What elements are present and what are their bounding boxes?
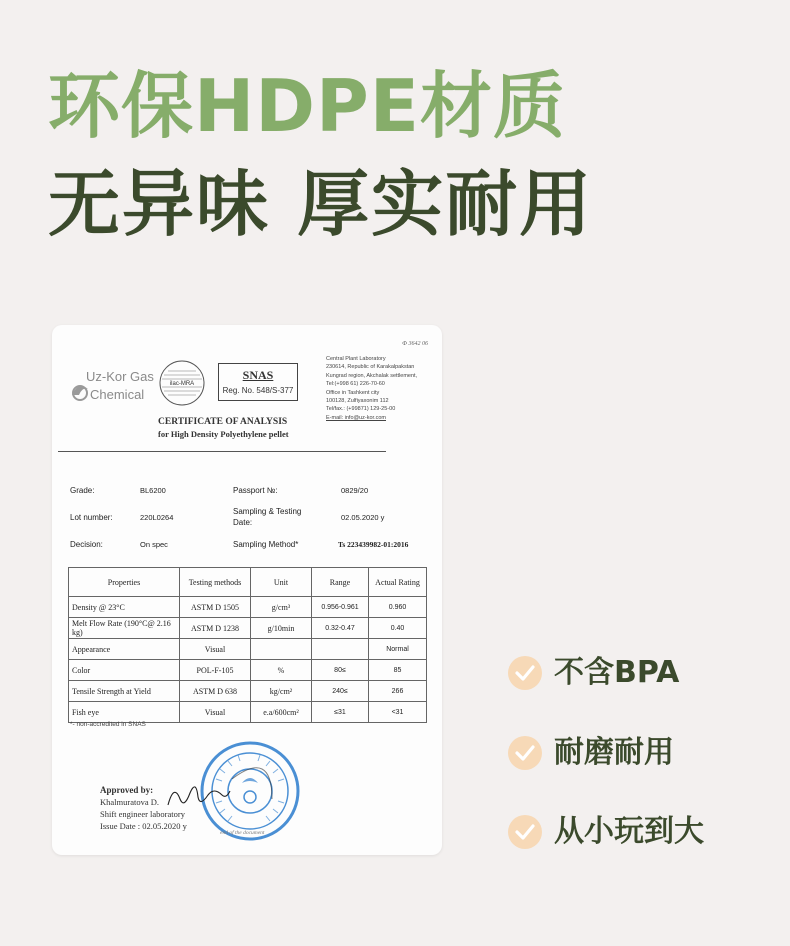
snas-title: SNAS [242,368,274,382]
table-cell: 0.32-0.47 [312,618,369,639]
table-cell: Normal [369,639,427,660]
table-cell: ASTM D 638 [180,681,251,702]
feature-label: 耐磨耐用 [554,735,674,770]
certificate-card [52,325,442,855]
lab-info-line: Central Plant Laboratory [326,356,386,362]
properties-table [68,567,427,723]
table-cell: Fish eye [69,702,180,723]
passport-value: 0829/20 [341,486,369,495]
certificate-subtitle: for High Density Polyethylene pellet [158,429,289,439]
certificate-title: CERTIFICATE OF ANALYSIS [158,417,288,427]
lab-info-line: Kungrad region, Akchalak settlement, [326,372,418,379]
table-cell: 0.960 [369,597,427,618]
snas-accreditation-box [218,363,298,401]
table-cell: Visual [180,702,251,723]
lab-info-line: Tel:(+998 61) 226-70-60 [326,381,385,388]
table-cell: Density @ 23°C [69,597,180,618]
feature-item [508,653,679,693]
table-cell: <31 [369,702,427,723]
method-label: Sampling Method* [233,540,299,549]
feature-label: 从小玩到大 [554,814,704,849]
table-row [69,597,427,618]
table-cell: Appearance [69,639,180,660]
issue-date: Issue Date : 02.05.2020 y [100,821,187,831]
sampling-date-label-2: Date: [233,518,253,527]
snas-reg-number: Reg. No. 548/S-377 [222,386,294,395]
lot-label: Lot number: [70,513,113,522]
feature-label: 不含BPA [554,655,680,690]
signature-icon [164,779,234,813]
svg-text:ilac-MRA: ilac-MRA [169,381,195,387]
lab-info-line: 230614, Republic of Karakalpakstan [326,364,415,371]
table-cell: 266 [369,681,427,702]
ilac-mra-logo-icon [158,359,206,407]
table-header-row [69,568,427,597]
approver-title: Shift engineer laboratory [100,809,185,819]
lab-contact-info [326,355,438,422]
lab-info-line: Office in Tashkent city [326,389,380,396]
lab-info-line: 100128, Zulfiyaxonim 112 [326,398,389,405]
sampling-date-value: 02.05.2020 y [341,513,385,522]
grade-value: BL6200 [140,486,166,495]
lab-info-line: Tel/fax.: (+99871) 129-25-00 [326,406,396,413]
table-cell: 240≤ [312,681,369,702]
column-header: Range [312,568,369,597]
approved-by-label: Approved by: [100,785,154,795]
approver-name: Khalmuratova D. [100,797,160,807]
table-cell: Melt Flow Rate (190°C@ 2.16 kg) [69,618,180,639]
table-row [69,639,427,660]
feature-item [508,733,674,773]
table-cell: POL-F-105 [180,660,251,681]
decision-value: On spec [140,540,168,549]
headline-line2: 无异味 厚实耐用 [48,162,594,246]
grade-label: Grade: [70,486,95,495]
table-cell: Tensile Strength at Yield [69,681,180,702]
decision-label: Decision: [70,540,103,549]
table-cell [251,639,312,660]
company-name-line2: Chemical [90,387,145,402]
sampling-date-label-1: Sampling & Testing [233,507,302,516]
table-cell [312,639,369,660]
table-row [69,702,427,723]
column-header: Properties [69,568,180,597]
headline-line1: 环保HDPE材质 [48,64,566,148]
table-cell: 80≤ [312,660,369,681]
table-row [69,660,427,681]
column-header: Testing methods [180,568,251,597]
table-row [69,681,427,702]
table-cell: g/10min [251,618,312,639]
table-footnote: *- non-accredited in SNAS [70,721,146,728]
column-header: Actual Rating [369,568,427,597]
table-cell: 0.956-0.961 [312,597,369,618]
table-cell: 0.40 [369,618,427,639]
passport-label: Passport №: [233,486,278,495]
table-cell: Color [69,660,180,681]
method-value: Ts 223439982-01:2016 [338,540,409,549]
stamp-note: end of the document [220,830,265,836]
divider [58,451,386,452]
table-cell: ASTM D 1238 [180,618,251,639]
table-row [69,618,427,639]
table-cell: Visual [180,639,251,660]
table-cell: ≤31 [312,702,369,723]
table-cell: e.a/600cm² [251,702,312,723]
lot-value: 220L0264 [140,513,174,522]
check-icon [508,736,542,770]
lab-info-line: E-mail: info@uz-kor.com [326,414,386,421]
table-cell: kg/cm² [251,681,312,702]
company-name-line1: Uz-Kor Gas [86,369,154,384]
column-header: Unit [251,568,312,597]
table-cell: % [251,660,312,681]
table-cell: ASTM D 1505 [180,597,251,618]
table-cell: 85 [369,660,427,681]
table-cell: g/cm³ [251,597,312,618]
feature-item [508,812,704,852]
check-icon [508,656,542,690]
check-icon [508,815,542,849]
document-number: Ф 3642 06 [402,341,428,347]
